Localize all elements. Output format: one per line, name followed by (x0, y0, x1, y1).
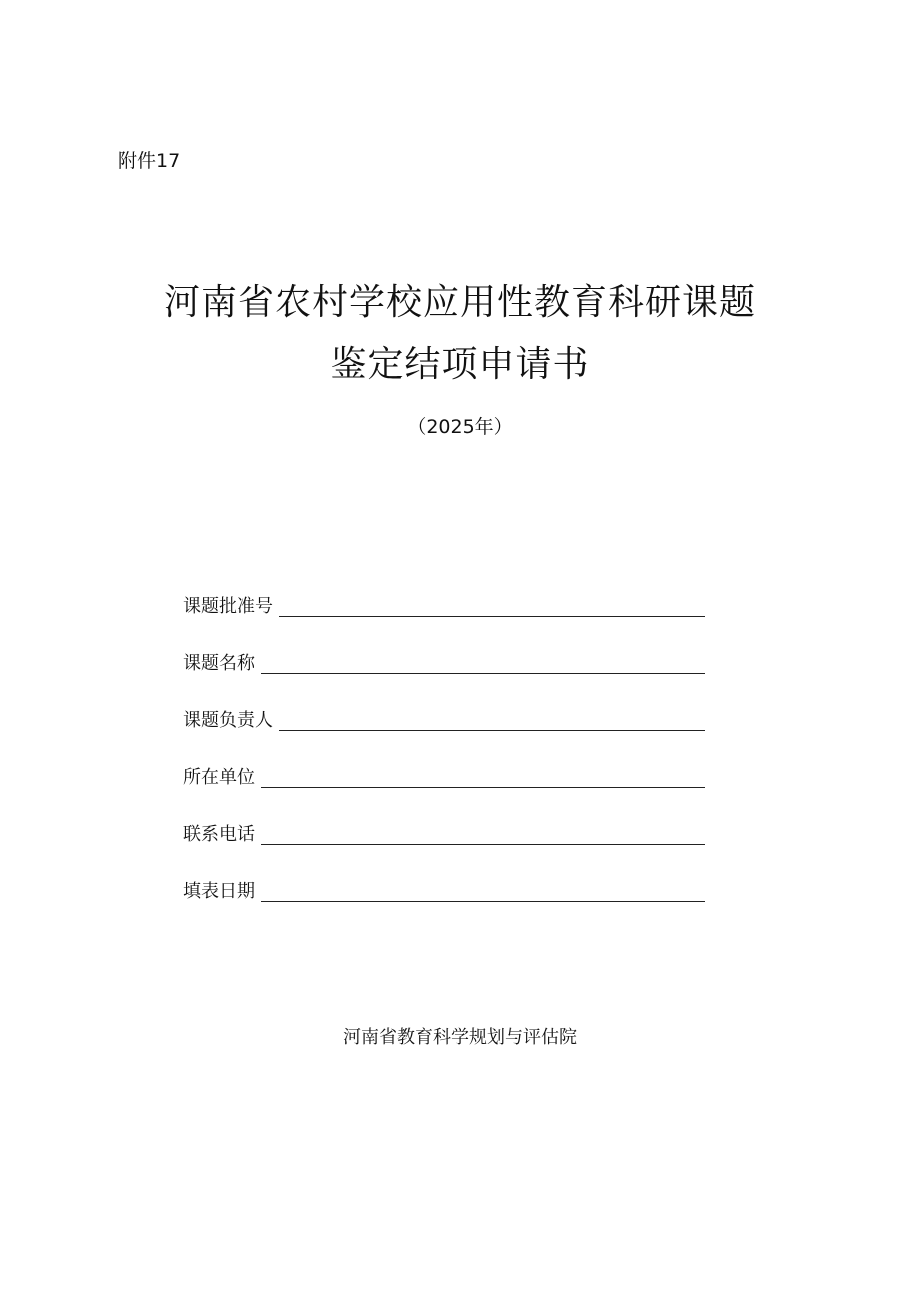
field-phone (183, 790, 705, 847)
organization-blank[interactable] (261, 767, 705, 788)
document-title-line-2: 鉴定结项申请书 (330, 344, 590, 385)
field-label: 课题负责人 (183, 710, 273, 731)
fill-date-blank[interactable] (261, 881, 705, 902)
field-label: 填表日期 (183, 881, 255, 902)
field-label: 所在单位 (183, 767, 255, 788)
document-title-line-1: 河南省农村学校应用性教育科研课题 (163, 282, 756, 323)
year-label: （2025年） (407, 416, 513, 438)
field-project-leader (183, 676, 705, 733)
field-project-name (183, 619, 705, 676)
field-label: 课题名称 (183, 653, 255, 674)
field-organization (183, 733, 705, 790)
field-label: 课题批准号 (183, 596, 273, 617)
project-leader-blank[interactable] (279, 710, 705, 731)
field-fill-date (183, 847, 705, 904)
field-approval-number (183, 562, 705, 619)
attachment-label: 附件17 (118, 150, 181, 172)
form-fields (183, 562, 705, 904)
phone-blank[interactable] (261, 824, 705, 845)
approval-number-blank[interactable] (279, 596, 705, 617)
project-name-blank[interactable] (261, 653, 705, 674)
issuer-name: 河南省教育科学规划与评估院 (343, 1027, 577, 1048)
field-label: 联系电话 (183, 824, 255, 845)
